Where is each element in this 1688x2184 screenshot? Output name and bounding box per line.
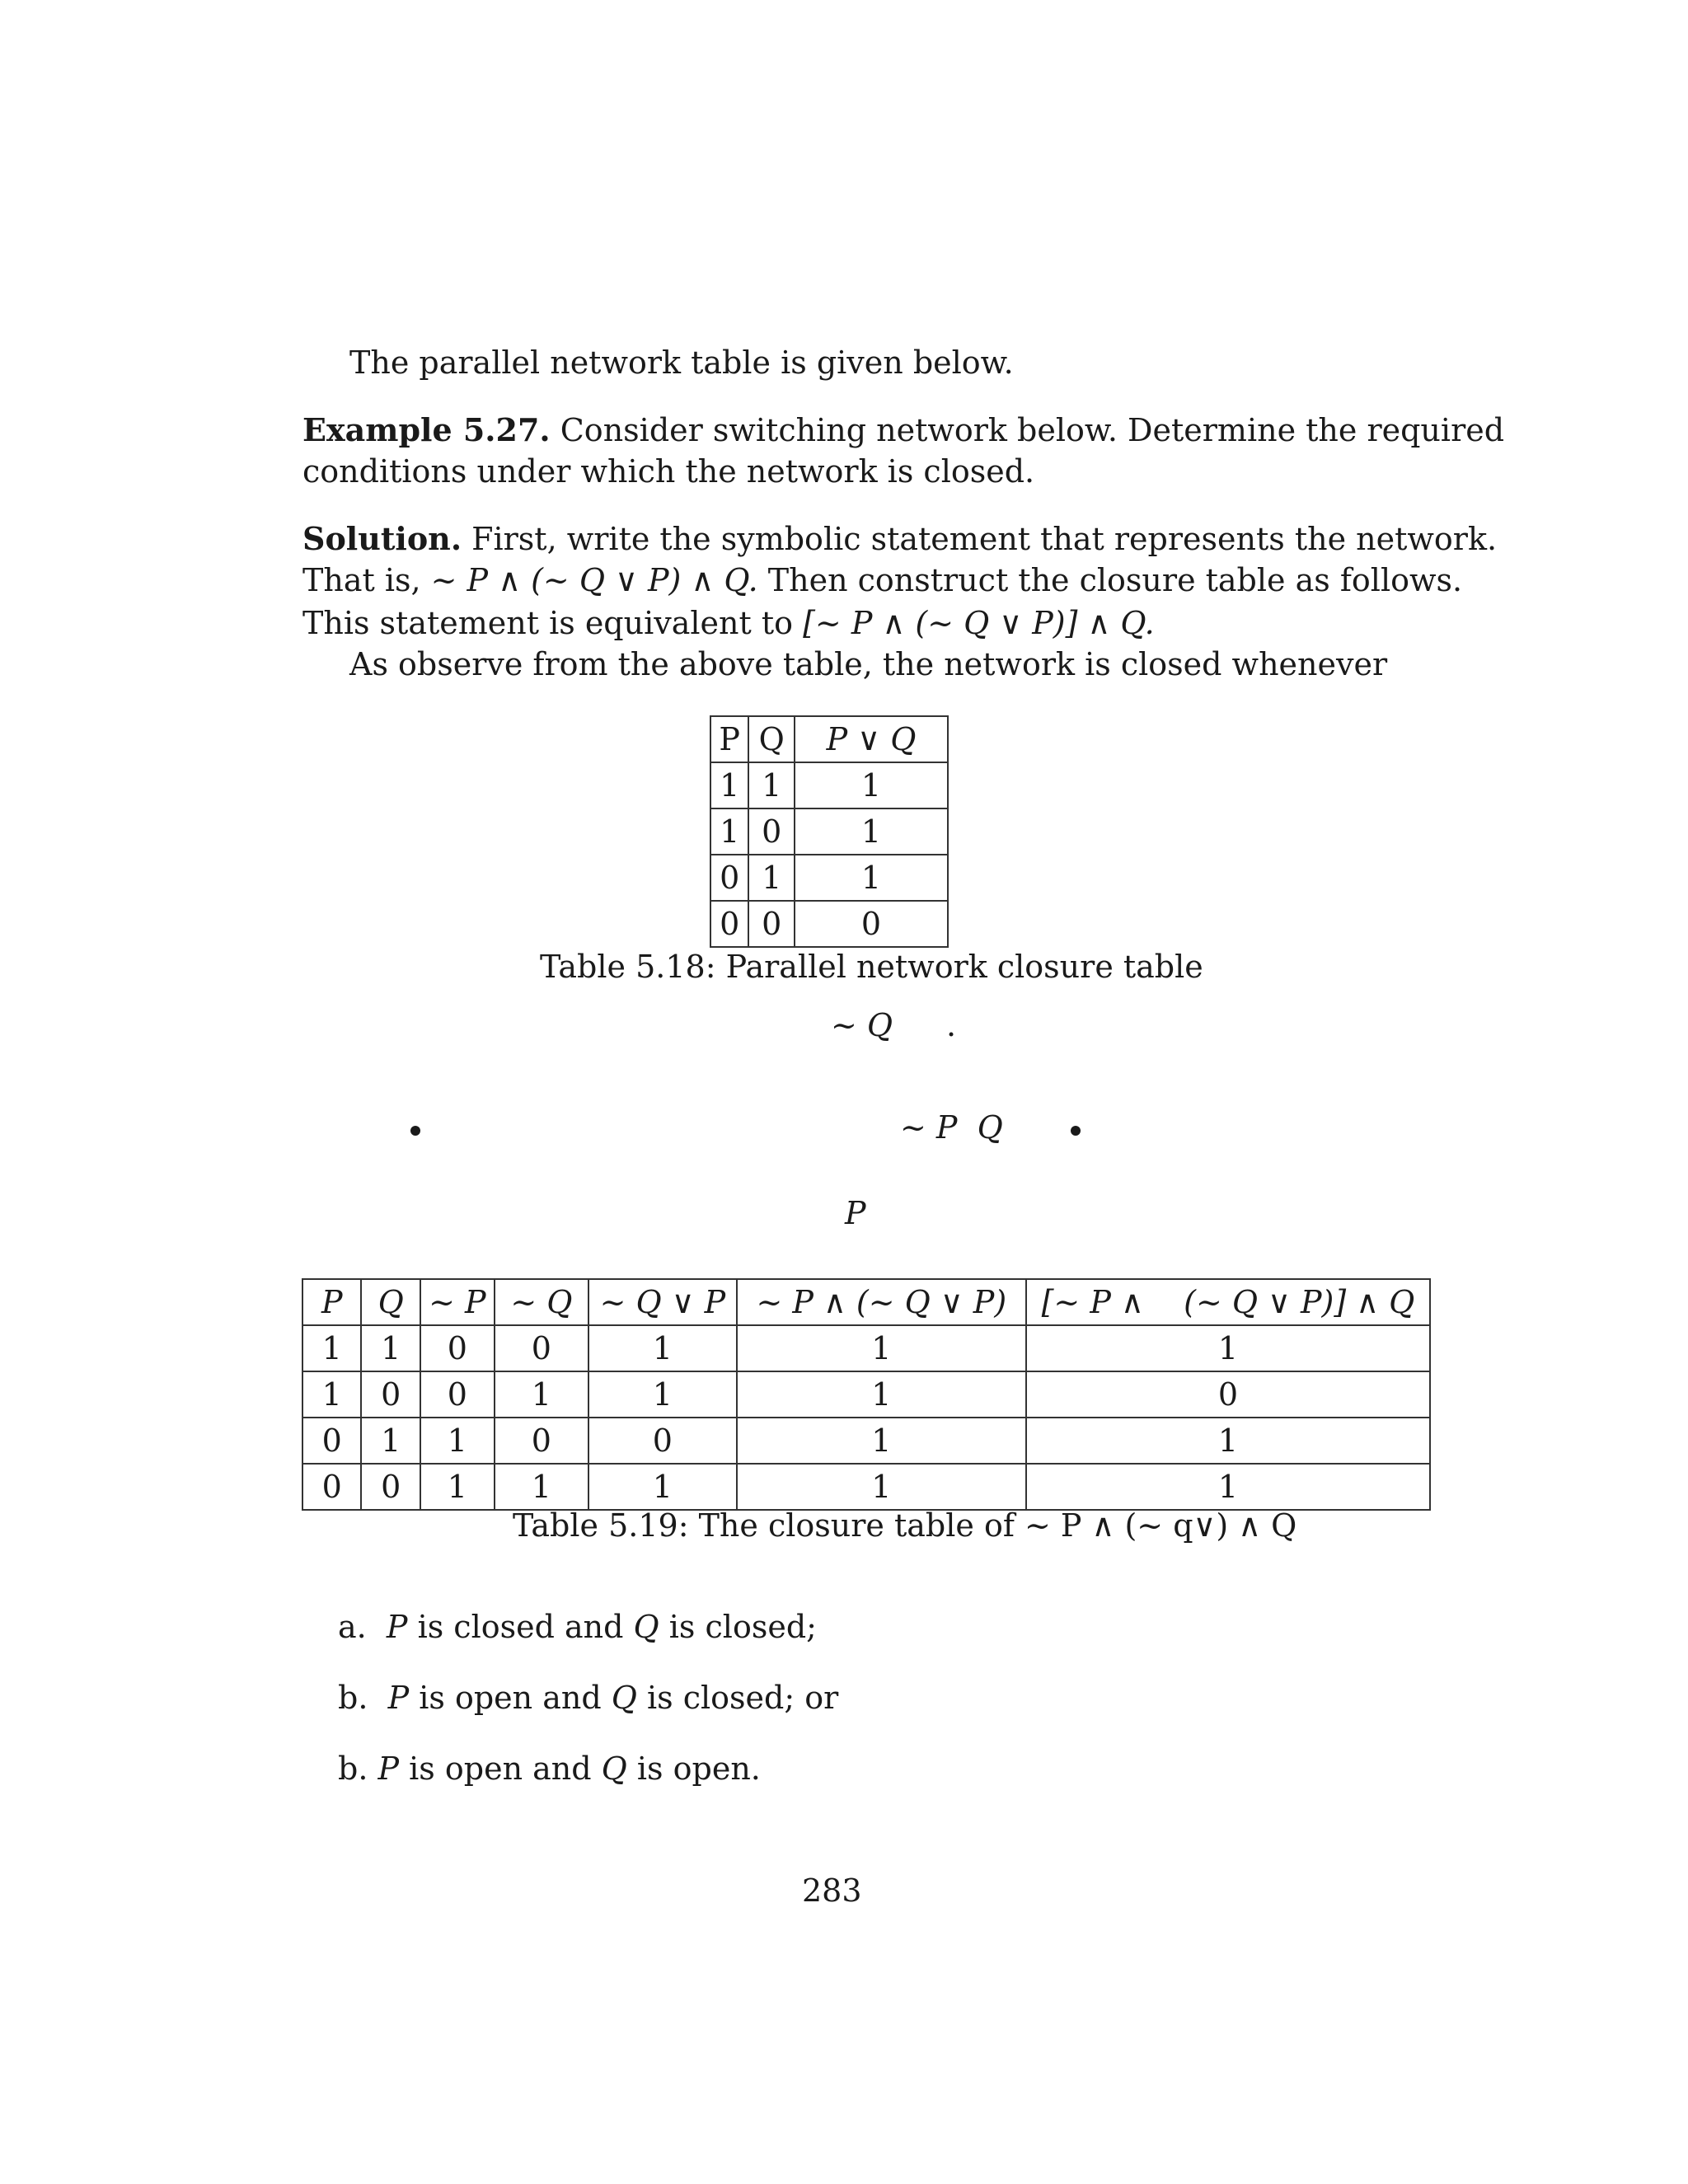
condition-item-2: b. P is open and Q is closed; or (338, 1680, 839, 1716)
t2-header-cell: [~ P ∧ (~ Q ∨ P)] ∧ Q (1026, 1279, 1430, 1325)
condition-item-3: b. P is open and Q is open. (338, 1750, 761, 1787)
table1-caption: Table 5.18: Parallel network closure table (540, 949, 1203, 985)
table-cell: 0 (361, 1464, 420, 1510)
table2-caption: Table 5.19: The closure table of ~ P ∧ (~ q∨) ∧ Q (513, 1507, 1297, 1544)
example-label: Example 5.27. (302, 411, 551, 448)
table-cell: 1 (361, 1325, 420, 1371)
t2-header-cell: ~ Q ∨ P (588, 1279, 737, 1325)
table-cell: 0 (710, 855, 748, 901)
solution-text-1: First, write the symbolic statement that represents the network. (462, 521, 1498, 557)
example-line-2: conditions under which the network is closed. (302, 453, 1035, 490)
table-cell: 1 (495, 1371, 588, 1418)
table-cell: 1 (710, 762, 748, 808)
t2-header-cell: ~ P (420, 1279, 495, 1325)
table-cell: 1 (1026, 1325, 1430, 1371)
solution-line-1 (302, 519, 1497, 559)
table-cell: 1 (495, 1464, 588, 1510)
table-cell: 0 (710, 901, 748, 947)
table-cell: 1 (737, 1325, 1026, 1371)
table2-header-row (302, 1279, 1430, 1325)
table-row (302, 1418, 1430, 1464)
solution-line-2 (302, 560, 1462, 600)
solution-label: Solution. (302, 520, 462, 557)
solution-text-2a: That is, (302, 562, 431, 598)
t1-header-cell: P ∨ Q (795, 716, 948, 762)
table-cell: 0 (302, 1464, 361, 1510)
diagram-label-not-q: ~ Q (831, 1007, 893, 1043)
table-cell: 0 (1026, 1371, 1430, 1418)
diagram-label-p: P (845, 1195, 866, 1231)
t2-header-cell: P (302, 1279, 361, 1325)
table-row (302, 1325, 1430, 1371)
table-row (710, 808, 948, 855)
closure-table (302, 1278, 1431, 1511)
table-cell: 1 (302, 1371, 361, 1418)
table-row (710, 855, 948, 901)
table1-header-row (710, 716, 948, 762)
condition-item-1: a. P is closed and Q is closed; (338, 1609, 817, 1645)
table-cell: 1 (710, 808, 748, 855)
solution-text-2b: Then construct the closure table as follows. (757, 562, 1463, 598)
diagram-period: . (946, 1007, 957, 1043)
t2-header-cell: ~ Q (495, 1279, 588, 1325)
symbolic-expression: ~ P ∧ (~ Q ∨ P) ∧ Q. (430, 562, 758, 598)
table-cell: 1 (795, 855, 948, 901)
example-text-1: Consider switching network below. Determine the required (550, 412, 1505, 448)
t1-header-cell: Q (748, 716, 795, 762)
table-cell: 1 (748, 762, 795, 808)
table-cell: 0 (495, 1418, 588, 1464)
t2-header-cell: ~ P ∧ (~ Q ∨ P) (737, 1279, 1026, 1325)
table-row (710, 762, 948, 808)
table-cell: 1 (795, 808, 948, 855)
table-cell: 1 (420, 1464, 495, 1510)
table-cell: 0 (420, 1325, 495, 1371)
table-row (302, 1371, 1430, 1418)
diagram-left-terminal (410, 1126, 420, 1136)
table-cell: 1 (588, 1464, 737, 1510)
table-cell: 0 (748, 808, 795, 855)
table-cell: 1 (1026, 1464, 1430, 1510)
diagram-label-not-p-q: ~ P Q (900, 1109, 1003, 1146)
parallel-network-table (710, 715, 949, 948)
table-cell: 1 (748, 855, 795, 901)
table-cell: 0 (361, 1371, 420, 1418)
table-row (710, 901, 948, 947)
table-cell: 1 (302, 1325, 361, 1371)
table-cell: 1 (588, 1371, 737, 1418)
t1-header-cell: P (710, 716, 748, 762)
example-line-1 (302, 410, 1504, 450)
table-cell: 0 (495, 1325, 588, 1371)
table-cell: 1 (737, 1418, 1026, 1464)
intro-text: The parallel network table is given below. (349, 344, 1014, 381)
table-cell: 0 (588, 1418, 737, 1464)
table-cell: 1 (361, 1418, 420, 1464)
table-cell: 1 (795, 762, 948, 808)
equivalent-expression: [~ P ∧ (~ Q ∨ P)] ∧ Q. (803, 605, 1155, 641)
page-number: 283 (802, 1872, 862, 1909)
solution-line-3 (302, 603, 1155, 643)
table-cell: 1 (588, 1325, 737, 1371)
solution-line-4: As observe from the above table, the network is closed whenever (349, 646, 1388, 682)
table-row (302, 1464, 1430, 1510)
table-cell: 1 (1026, 1418, 1430, 1464)
table-cell: 1 (737, 1371, 1026, 1418)
table-cell: 0 (748, 901, 795, 947)
table-cell: 0 (420, 1371, 495, 1418)
table-cell: 0 (795, 901, 948, 947)
diagram-right-terminal (1071, 1126, 1081, 1136)
table-cell: 0 (302, 1418, 361, 1464)
t2-header-cell: Q (361, 1279, 420, 1325)
solution-text-3a: This statement is equivalent to (302, 605, 804, 641)
table-cell: 1 (737, 1464, 1026, 1510)
table-cell: 1 (420, 1418, 495, 1464)
